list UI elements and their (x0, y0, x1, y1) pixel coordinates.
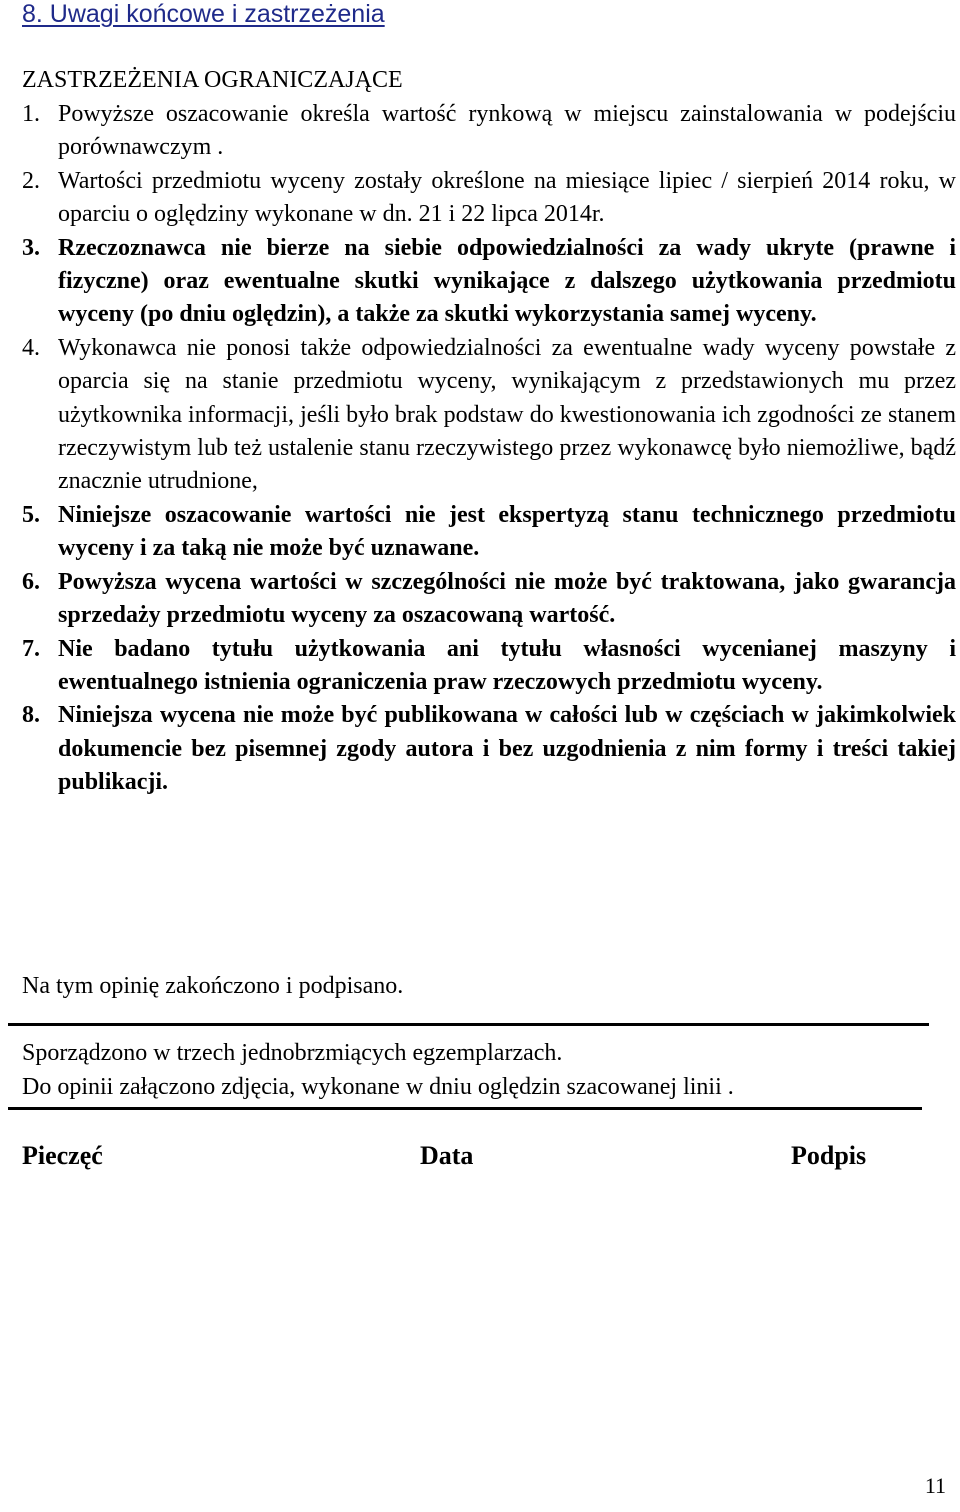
date-label: Data (420, 1141, 474, 1170)
list-item-5 (22, 499, 956, 566)
list-item-text: Wykonawca nie ponosi także odpowiedzialności za ewentualne wady wyceny powstałe z oparcia się na stanie przedmiotu wyceny, wynikającym z przedstawionych mu przez użytkownika informacji, jeśli było brak podstaw do kwestionowania ich zgodności ze stanem rzeczywistym lub też ustalenie stanu rzeczywistego przez wykonawcę było niemożliwe, bądź znacznie utrudnione, (58, 334, 956, 495)
divider-bottom (8, 1107, 922, 1110)
copies-note: Sporządzono w trzech jednobrzmiących egzemplarzach. (22, 1040, 563, 1066)
list-item-text: Rzeczoznawca nie bierze na siebie odpowiedzialności za wady ukryte (prawne i fizyczne) oraz ewentualne skutki wynikające z dalszego użytkowania przedmiotu wyceny (po dniu oględzin), a także za skutki wykorzystania samej wyceny. (58, 234, 956, 328)
attachments-note: Do opinii załączono zdjęcia, wykonane w dniu oględzin szacowanej linii . (22, 1074, 734, 1100)
limiting-conditions-title: ZASTRZEŻENIA OGRANICZAJĄCE (22, 67, 403, 93)
list-item-text: Niniejsze oszacowanie wartości nie jest ekspertyzą stanu technicznego przedmiotu wyceny i za taką nie może być uznawane. (58, 501, 956, 562)
list-item-text: Niniejsza wycena nie może być publikowana w całości lub w częściach w jakimkolwiek dokumencie bez pisemnej zgody autora i bez uzgodnienia z nim formy i treści takiej publikacji. (58, 702, 956, 796)
signature-label: Podpis (791, 1141, 867, 1170)
list-item-8 (22, 699, 956, 799)
list-item-number: 8. (22, 702, 40, 729)
list-item-1 (22, 98, 956, 165)
list-item-text: Wartości przedmiotu wyceny zostały określone na miesiące lipiec / sierpień 2014 roku, w oparciu o oględziny wykonane w dn. 21 i 22 lipca 2014r. (58, 167, 956, 228)
list-item-2 (22, 165, 956, 232)
list-item-number: 7. (22, 635, 40, 662)
list-item-number: 6. (22, 568, 40, 595)
divider-top (8, 1023, 929, 1026)
list-item-text: Powyższa wycena wartości w szczególności nie może być traktowana, jako gwarancja sprzedaży przedmiotu wyceny za oszacowaną wartość. (58, 568, 956, 629)
list-item-number: 1. (22, 101, 40, 127)
list-item-6 (22, 566, 956, 633)
list-item-text: Powyższe oszacowanie określa wartość rynkową w miejscu zainstalowania w podejściu porównawczym . (58, 101, 956, 161)
stamp-label: Pieczęć (22, 1141, 103, 1170)
list-item-number: 2. (22, 167, 40, 194)
list-item-3 (22, 232, 956, 332)
conditions-list (22, 98, 956, 800)
list-item-7 (22, 633, 956, 700)
list-item-number: 4. (22, 334, 40, 361)
page-number: 11 (924, 1473, 946, 1498)
section-heading[interactable]: 8. Uwagi końcowe i zastrzeżenia (22, 0, 385, 28)
list-item-4 (22, 332, 956, 499)
list-item-number: 5. (22, 501, 40, 528)
closing-statement: Na tym opinię zakończono i podpisano. (22, 973, 404, 999)
list-item-text: Nie badano tytułu użytkowania ani tytułu własności wycenianej maszyny i ewentualnego istnienia ograniczenia praw rzeczowych przedmiotu wyceny. (58, 635, 956, 695)
list-item-number: 3. (22, 234, 40, 261)
